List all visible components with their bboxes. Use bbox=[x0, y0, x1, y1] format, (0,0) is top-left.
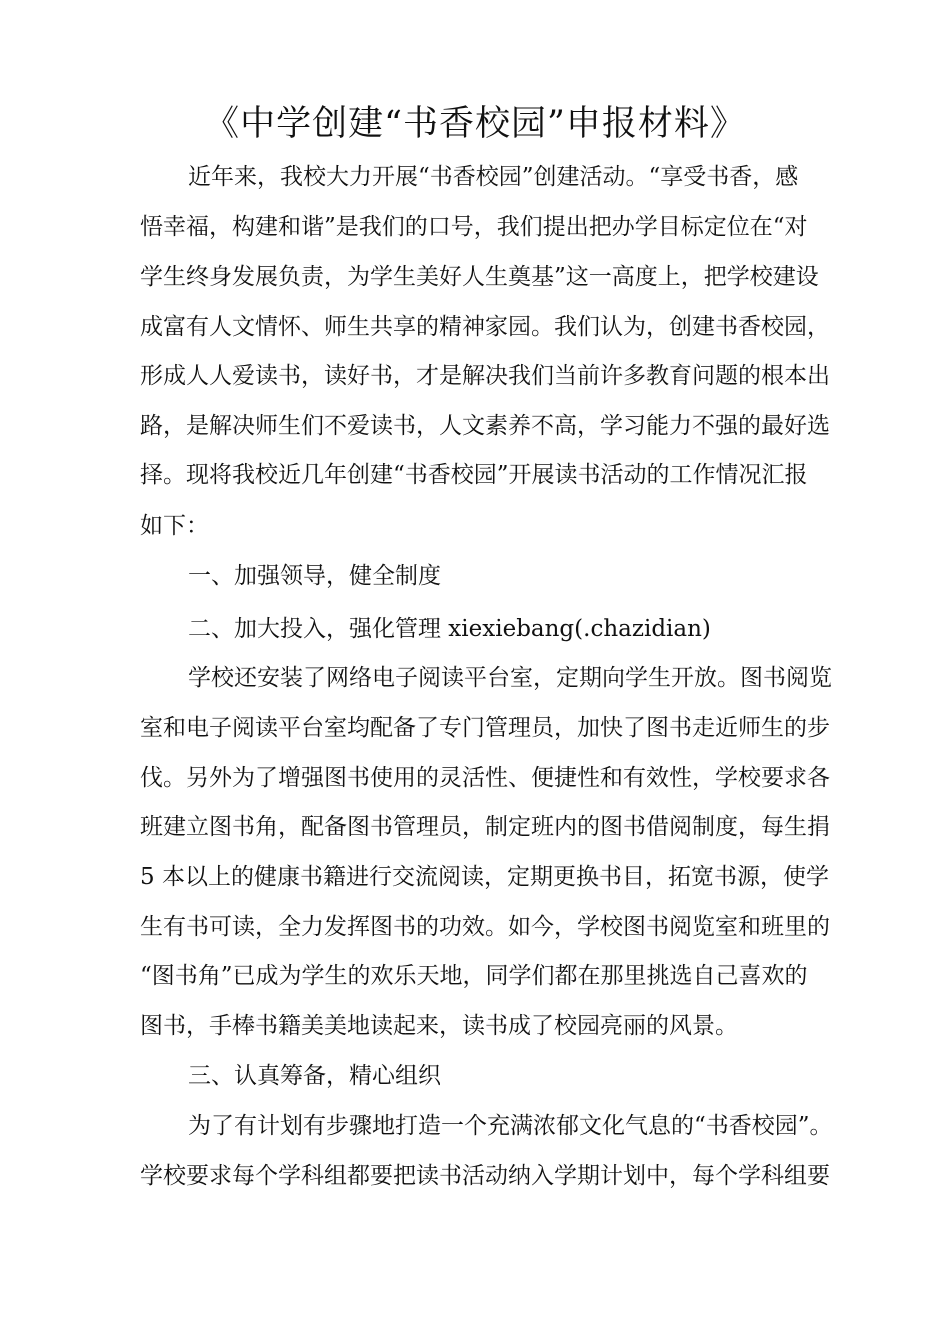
paragraph-line: 学校要求每个学科组都要把读书活动纳入学期计划中，每个学科组要 bbox=[140, 1163, 830, 1189]
paragraph-line: 生有书可读，全力发挥图书的功效。如今，学校图书阅览室和班里的 bbox=[140, 914, 830, 940]
section-heading: 三、认真筹备，精心组织 bbox=[188, 1063, 441, 1089]
paragraph-line: 伐。另外为了增强图书使用的灵活性、便捷性和有效性，学校要求各 bbox=[140, 765, 830, 791]
section-heading: 二、加大投入，强化管理 xiexiebang(.chazidian) bbox=[188, 616, 711, 642]
paragraph-line: 择。现将我校近几年创建“书香校园”开展读书活动的工作情况汇报 bbox=[140, 462, 808, 488]
paragraph-line: 如下： bbox=[140, 513, 209, 539]
paragraph-line: 5 本以上的健康书籍进行交流阅读，定期更换书目，拓宽书源，使学 bbox=[140, 864, 829, 890]
document-title: 《中学创建“书香校园”申报材料》 bbox=[204, 104, 746, 144]
paragraph-line: 图书，手棒书籍美美地读起来，读书成了校园亮丽的风景。 bbox=[140, 1013, 738, 1039]
paragraph-line: 成富有人文情怀、师生共享的精神家园。我们认为，创建书香校园， bbox=[140, 314, 830, 340]
paragraph-line: 室和电子阅读平台室均配备了专门管理员，加快了图书走近师生的步 bbox=[140, 715, 830, 741]
paragraph-line: “图书角”已成为学生的欢乐天地，同学们都在那里挑选自己喜欢的 bbox=[140, 963, 808, 989]
section-heading: 一、加强领导，健全制度 bbox=[188, 563, 441, 589]
paragraph-line: 形成人人爱读书，读好书，才是解决我们当前许多教育问题的根本出 bbox=[140, 363, 830, 389]
paragraph-line: 班建立图书角，配备图书管理员，制定班内的图书借阅制度，每生捐 bbox=[140, 814, 830, 840]
paragraph-line: 近年来，我校大力开展“书香校园”创建活动。“享受书香，感 bbox=[188, 164, 799, 190]
paragraph-line: 为了有计划有步骤地打造一个充满浓郁文化气息的“书香校园”。 bbox=[188, 1113, 833, 1139]
paragraph-line: 学校还安装了网络电子阅读平台室，定期向学生开放。图书阅览 bbox=[188, 665, 832, 691]
paragraph-line: 路，是解决师生们不爱读书，人文素养不高，学习能力不强的最好选 bbox=[140, 413, 830, 439]
paragraph-line: 悟幸福，构建和谐”是我们的口号，我们提出把办学目标定位在“对 bbox=[140, 214, 808, 240]
paragraph-line: 学生终身发展负责，为学生美好人生奠基”这一高度上，把学校建设 bbox=[140, 264, 819, 290]
